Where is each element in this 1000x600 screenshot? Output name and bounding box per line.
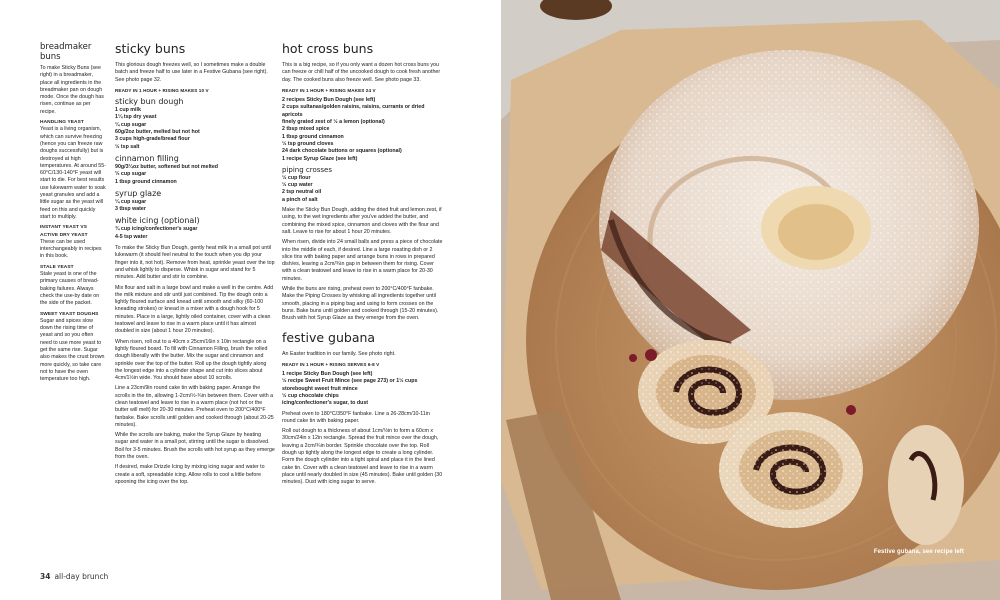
note-text: Sugar and spices slow down the rising time of yeast and so you often need to use more yeast to get the same rise. Sugar also makes the crust brown more quickly, so take care not to have the oven temperature too high. [40, 317, 105, 383]
section-title: cinnamon filling [115, 153, 179, 163]
ready-line: READY IN 1 HOUR + RISING MAKES 24 V [282, 87, 376, 93]
method-steps [282, 411, 444, 487]
method-step: When risen, roll out to a 40cm x 25cm/16in x 10in rectangle on a lightly floured board. To fill with Cinnamon Filling, brush the rolled dough liberally with the butter. Mix the sugar and cinnamon and sprinkle over the top of the butter. Roll up the dough tightly along the longest edge into a cylinder shape and cut into slices about 4cm/1½in wide. You should have about 10 scrolls. [115, 338, 268, 382]
ingredient-item: ¼ cup sugar [115, 198, 147, 205]
method-steps [115, 245, 275, 486]
note-heading: SWEET YEAST DOUGHS [40, 311, 99, 317]
ingredient-item: 2 tsp neutral oil [282, 189, 322, 196]
method-step: When risen, divide into 24 small balls and press a piece of chocolate into the middle of each, if desired. Line a large roasting dish or 2 slice tins with baking paper and arrange buns in rows in prepared dish/es, leaving a 2cm/¾in gap in between them for rising. Cover with a clean teatowel and leave to rise in a warm place for 20-30 minutes. [282, 239, 443, 282]
method-step: To make the Sticky Bun Dough, gently heat milk in a small pot until lukewarm (it should feel neutral to the touch when you dip your finger into it, not hot). Remove from heat, sprinkle yeast over the top and whisk lightly to disperse. Whisk in sugar and stand for 5 minutes. Add butter and stir to combine. [115, 245, 275, 281]
method-step: Line a 23cm/9in round cake tin with baking paper. Arrange the scrolls in the tin, allowing 1-2cm/½-¾in between them. Cover with a clean teatowel and leave to rise in a warm place (not hot or the butter will melt) for 20-30 minutes. Preheat oven to 200°C/400°F fanbake. Bake scrolls until golden and cooked through (about 20-25 minutes). [115, 385, 274, 428]
section-name: all-day brunch [54, 572, 109, 581]
ingredient-item: 1 recipe Syrup Glaze (see left) [282, 155, 358, 162]
ready-line: READY IN 1 HOUR + RISING SERVES 6-8 V [282, 361, 380, 367]
sidebar-column [40, 42, 106, 386]
ingredient-list [115, 226, 275, 241]
ingredient-item: finely grated zest of ½ a lemon (optional) [282, 119, 385, 126]
method-step: While the buns are rising, preheat oven to 200°C/400°F fanbake. Make the Piping Crosses by whisking all ingredients together until smooth, placing in a piping bag and using to form crosses on the buns. Bake buns until golden and cooked through (15-20 minutes). Brush with hot Syrup Glaze as they emerge from the oven. [282, 286, 439, 322]
method-step: Roll out dough to a thickness of about 1cm/½in to form a 60cm x 30cm/24in x 12in rectangle. Spread the fruit mince over the dough, leaving a 2cm/¾in border. Sprinkle chocolate over the top. Roll dough up tightly along the longest edge to create a long cylinder. Form the dough cylinder into a tight spiral and place it in the lined cake tin. Cover with a clean teatowel and leave to rise in a warm place until nearly doubled in size (45 minutes). Bake until golden (30 minutes). Dust with icing sugar to serve. [282, 428, 443, 486]
sidebar-title: breadmaker buns [40, 42, 92, 62]
ingredient-item: 2 tbsp mixed spice [282, 126, 330, 133]
recipe-intro: This glorious dough freezes well, so I sometimes make a double batch and freeze half to use later in a Festive Gubana (see right). See photo page 32. [115, 62, 268, 83]
ingredient-item: 2 recipes Sticky Bun Dough (see left) [282, 97, 376, 104]
note-heading: STALE YEAST [40, 264, 74, 270]
ingredient-list [282, 371, 444, 407]
note-heading: HANDLING YEAST [40, 120, 84, 126]
ingredient-item: 1 tbsp ground cinnamon [282, 133, 344, 140]
ingredient-item: icing/confectioner's sugar, to dust [282, 400, 369, 407]
section-title: sticky bun dough [115, 97, 184, 107]
ingredient-item: 1 cup milk [115, 107, 141, 114]
ingredient-item: ½ recipe Sweet Fruit Mince (see page 273) or 1½ cups storebought sweet fruit mince [282, 378, 418, 392]
page-folio [40, 572, 108, 581]
ingredient-item: ½ cup chocolate chips [282, 392, 339, 399]
ingredient-item: ½ tsp ground cloves [282, 140, 334, 147]
ingredient-item: 3 tbsp water [115, 206, 146, 213]
sidebar-intro: To make Sticky Buns (see right) in a breadmaker, place all ingredients in the breadmaker pan on dough mode. Once the dough has risen, continue as per recipe. [40, 65, 104, 115]
ingredient-item: ⅓ cup sugar [115, 171, 147, 178]
method-step: Mix flour and salt in a large bowl and make a well in the centre. Add the milk mixture and stir until just combined. Tip the dough onto a lightly floured surface and knead until smooth and silky (60-100 kneading strokes) or knead in a mixer with a dough hook for 5 minutes. Place in a large, lightly oiled container, cover with a clean teatowel and leave to rise in a warm place until it has almost doubled in size (about 1 hour 20 minutes). [115, 284, 274, 335]
recipe-intro: An Easter tradition in our family. See photo right. [282, 350, 396, 357]
ingredient-item: 2 cups sultanas/golden raisins, raisins, currants or dried apricots [282, 104, 425, 118]
note-heading: INSTANT YEAST VS ACTIVE DRY YEAST [40, 225, 88, 238]
ingredient-item: ½ cup water [282, 182, 313, 189]
section-title: syrup glaze [115, 188, 162, 198]
ingredient-item: ½ cup flour [282, 174, 311, 181]
gubana-photo [501, 0, 1000, 600]
ingredient-item: ¾ cup icing/confectioner's sugar [115, 226, 198, 233]
ingredient-item: 1¼ tsp dry yeast [115, 114, 157, 121]
section-title: piping crosses [282, 165, 332, 174]
note-text: Stale yeast is one of the primary causes of bread-baking failures. Always check the use-by date on the side of the packet. [40, 271, 100, 307]
ingredient-list [115, 107, 275, 151]
recipe-title: sticky buns [115, 41, 186, 56]
ingredient-list [282, 97, 444, 163]
method-steps [282, 207, 444, 322]
ingredient-item: 1 tbsp ground cinnamon [115, 178, 177, 185]
ingredient-list [115, 164, 275, 186]
ingredient-item: ¼ cup sugar [115, 121, 147, 128]
ingredient-item: a pinch of salt [282, 196, 318, 203]
gubana-illustration [501, 0, 1000, 600]
recipe-title: hot cross buns [282, 41, 374, 56]
photo-caption: Festive gubana, see recipe left [873, 549, 964, 555]
method-step: If desired, make Drizzle Icing by mixing icing sugar and water to create a soft, spreadable icing. Allow rolls to cool a little before spooning the icing over the top. [115, 464, 265, 485]
section-title: white icing (optional) [115, 216, 200, 226]
recipe-title: festive gubana [282, 329, 376, 345]
note-text: Yeast is a living organism, which can survive freezing (hence you can freeze raw doughs successfully) but is destroyed at high temperatures. At around 55-60°C/130-140°F yeast will start to die. For best results use lukewarm water to soak yeast granules and add a little sugar as the yeast will feed on this and quickly start to multiply. [40, 126, 106, 220]
ready-line: READY IN 1 HOUR + RISING MAKES 10 V [115, 87, 209, 93]
ingredient-item: 1 recipe Sticky Bun Dough (see left) [282, 371, 373, 378]
ingredient-item: 90g/3¼oz butter, softened but not melted [115, 163, 219, 170]
ingredient-item: 4-5 tsp water [115, 233, 148, 240]
method-step: Make the Sticky Bun Dough, adding the dried fruit and lemon zest, if using, to the wet ingredients after you've added the butter, and combining the mixed spice, cinnamon and cloves with the flour and salt. Leave to rise for about 1 hour 20 minutes. [282, 207, 442, 235]
page-number: 34 [40, 572, 51, 581]
ingredient-item: 24 dark chocolate buttons or squares (optional) [282, 148, 402, 155]
ingredient-list [282, 175, 444, 204]
method-step: Preheat oven to 180°C/350°F fanbake. Line a 26-28cm/10-11in round cake tin with baking paper. [282, 410, 430, 424]
ingredient-item: 3 cups high-grade/bread flour [115, 136, 190, 143]
hot-cross-buns-column [282, 42, 444, 490]
sticky-buns-column [115, 42, 275, 489]
note-text: These can be used interchangeably in recipes in this book. [40, 238, 102, 260]
recipe-intro: This is a big recipe, so if you only want a dozen hot cross buns you can freeze or chill half of the uncooked dough to cook fresh another day. The cooked buns also freeze well. See photo page 33. [282, 62, 441, 83]
ingredient-list [115, 199, 275, 214]
ingredient-item: 60g/2oz butter, melted but not hot [115, 129, 200, 136]
method-step: While the scrolls are baking, make the Syrup Glaze by heating sugar and water in a small pot, stirring until the sugar is dissolved. Boil for 3-5 minutes. Brush the scrolls with hot syrup as they emerge from the oven. [115, 432, 275, 461]
ingredient-item: ½ tsp salt [115, 143, 140, 150]
sidebar-notes [40, 119, 106, 383]
